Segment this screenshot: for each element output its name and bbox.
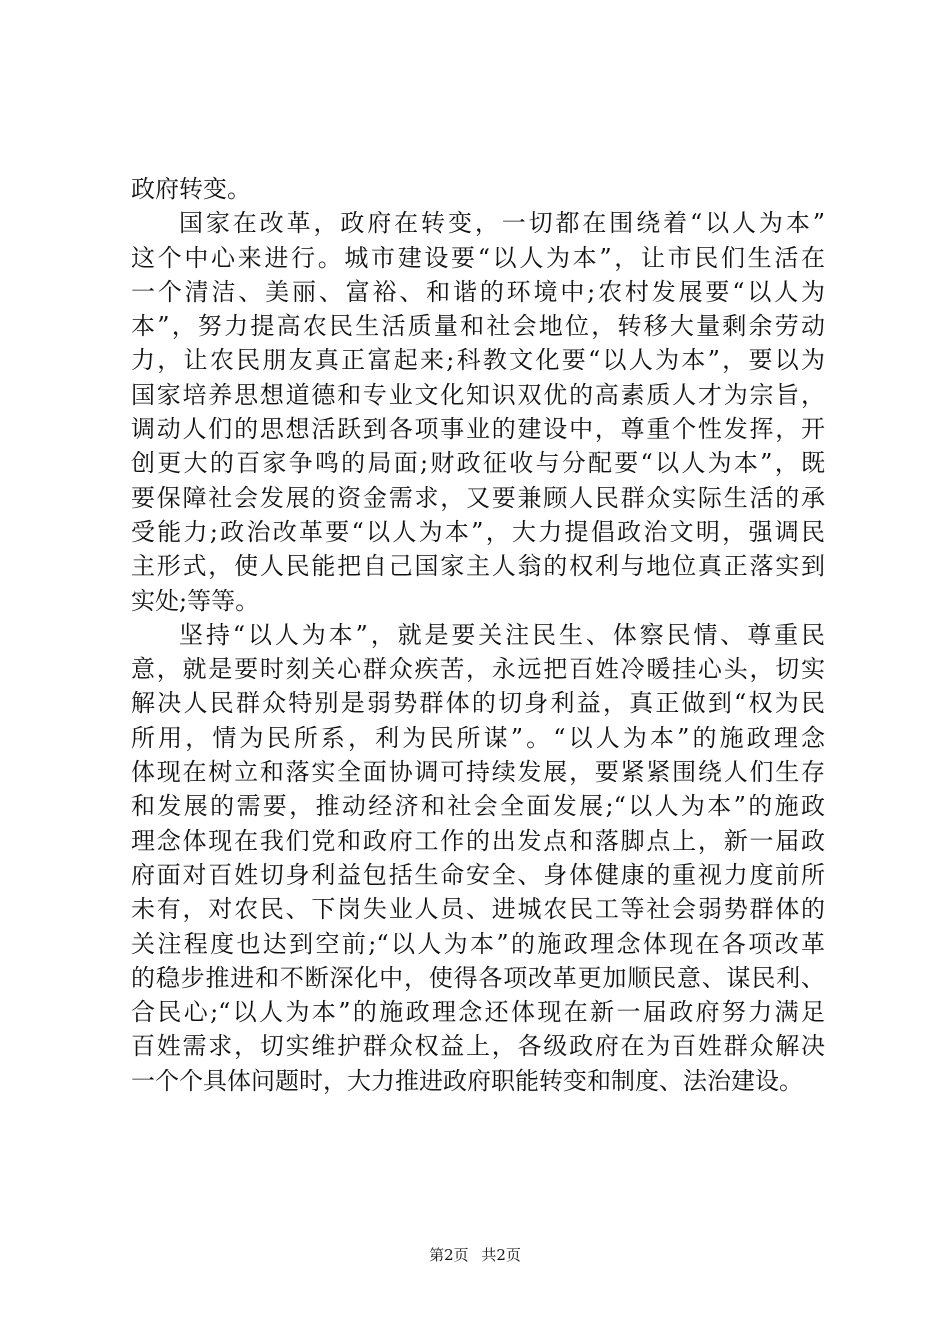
text-line: 政府转变。 — [131, 175, 251, 203]
text-line: 的稳步推进和不断深化中，使得各项改革更加顺民意、谋民利、 — [131, 963, 825, 992]
text-line: 一个个具体问题时，大力推进政府职能转变和制度、法治建设。 — [131, 1066, 803, 1095]
text-line: 合民心;“以人为本”的施政理念还体现在新一届政府努力满足 — [131, 998, 825, 1027]
text-line: 国家在改革，政府在转变，一切都在围绕着“以人为本” — [179, 209, 825, 238]
text-line: 要保障社会发展的资金需求，又要兼顾人民群众实际生活的承 — [131, 483, 825, 512]
text-line: 一个清洁、美丽、富裕、和谐的环境中;农村发展要“以人为 — [131, 277, 825, 306]
page-number-current: 第2页 — [429, 1246, 469, 1264]
text-line: 受能力;政治改革要“以人为本”，大力提倡政治文明，强调民 — [131, 517, 825, 546]
text-line: 这个中心来进行。城市建设要“以人为本”，让市民们生活在 — [131, 243, 825, 272]
text-line: 国家培养思想道德和专业文化知识双优的高素质人才为宗旨， — [131, 380, 825, 409]
page-number-total: 共2页 — [481, 1246, 521, 1264]
text-line: 坚持“以人为本”，就是要关注民生、体察民情、尊重民 — [179, 620, 825, 649]
text-line: 创更大的百家争鸣的局面;财政征收与分配要“以人为本”，既 — [131, 449, 825, 478]
page-footer — [0, 1245, 950, 1265]
text-line: 调动人们的思想活跃到各项事业的建设中，尊重个性发挥，开 — [131, 415, 825, 444]
text-line: 体现在树立和落实全面协调可持续发展，要紧紧围绕人们生存 — [131, 758, 825, 787]
text-line: 主形式，使人民能把自己国家主人翁的权利与地位真正落实到 — [131, 552, 825, 581]
text-line: 实处;等等。 — [131, 586, 260, 615]
text-line: 百姓需求，切实维护群众权益上，各级政府在为百姓群众解决 — [131, 1032, 825, 1061]
text-line: 解决人民群众特别是弱势群体的切身利益，真正做到“权为民 — [131, 689, 825, 718]
text-line: 理念体现在我们党和政府工作的出发点和落脚点上，新一届政 — [131, 826, 825, 855]
document-body — [131, 172, 825, 1098]
text-line: 意，就是要时刻关心群众疾苦，永远把百姓冷暖挂心头，切实 — [131, 655, 825, 684]
text-line: 和发展的需要，推动经济和社会全面发展;“以人为本”的施政 — [131, 792, 825, 821]
text-line: 本”，努力提高农民生活质量和社会地位，转移大量剩余劳动 — [131, 312, 825, 341]
text-line: 所用，情为民所系，利为民所谋”。“以人为本”的施政理念 — [131, 723, 825, 752]
text-line: 关注程度也达到空前;“以人为本”的施政理念体现在各项改革 — [131, 929, 825, 958]
text-line: 未有，对农民、下岗失业人员、进城农民工等社会弱势群体的 — [131, 895, 825, 924]
text-line: 力，让农民朋友真正富起来;科教文化要“以人为本”，要以为 — [131, 346, 825, 375]
text-line: 府面对百姓切身利益包括生命安全、身体健康的重视力度前所 — [131, 860, 825, 889]
